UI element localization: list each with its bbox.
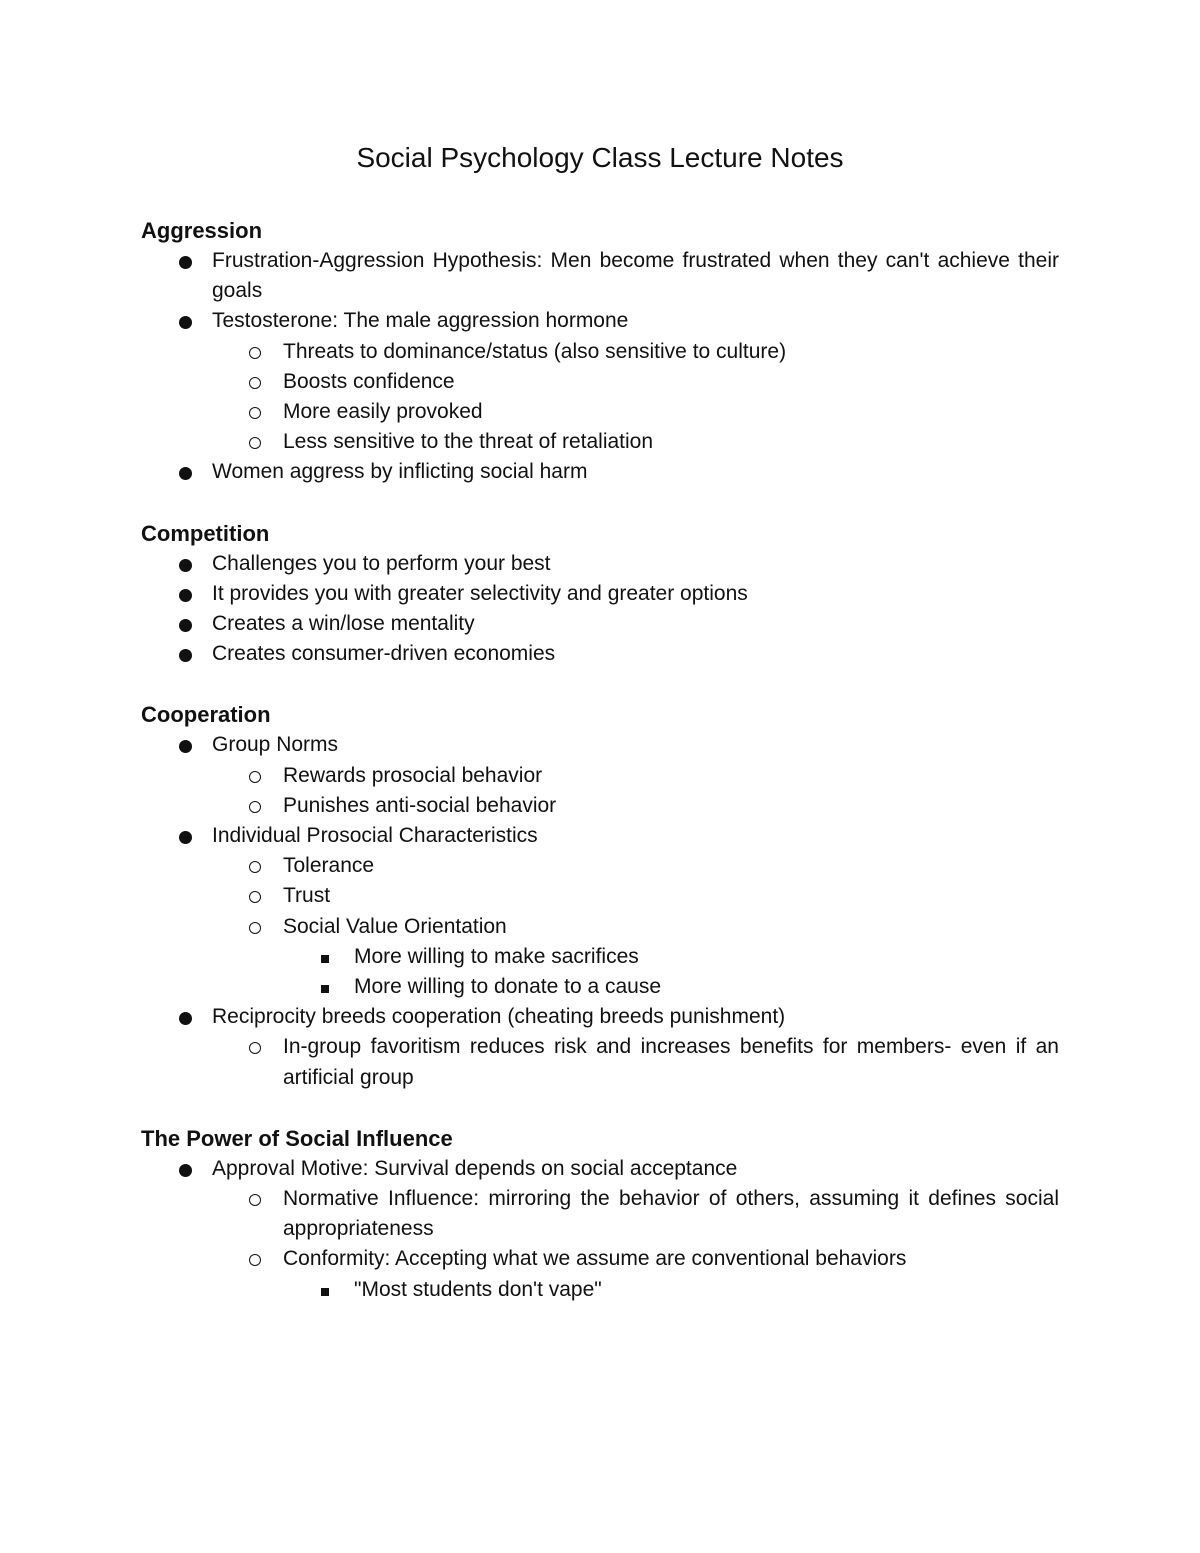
list-item (141, 246, 1059, 306)
list-item-text: Reciprocity breeds cooperation (cheating breeds punishment) (212, 1005, 786, 1029)
square-bullet-icon (321, 955, 329, 963)
filled-circle-bullet-icon (179, 740, 192, 753)
list-item-text: Tolerance (283, 854, 375, 878)
list-item-text: Challenges you to perform your best (212, 551, 551, 575)
section-aggression (141, 216, 1059, 488)
hollow-circle-bullet-icon (249, 407, 261, 419)
section-heading: Cooperation (141, 702, 271, 728)
hollow-circle-bullet-icon (249, 771, 261, 783)
list-item (141, 337, 1059, 367)
list-item-text: Approval Motive: Survival depends on social acceptance (212, 1156, 738, 1180)
section-the-power-of-social-influence (141, 1124, 1059, 1305)
list-item-text: "Most students don't vape" (354, 1277, 602, 1301)
list-item-text: Boosts confidence (283, 369, 455, 393)
square-bullet-icon (321, 985, 329, 993)
filled-circle-bullet-icon (179, 831, 192, 844)
list-item-text: Trust (283, 884, 331, 908)
list-item (141, 1002, 1059, 1032)
hollow-circle-bullet-icon (249, 922, 261, 934)
list-item (141, 549, 1059, 579)
list-item-text: Normative Influence: mirroring the behavior of others, assuming it defines social appropriateness (283, 1187, 1059, 1241)
filled-circle-bullet-icon (179, 256, 192, 269)
list-item (141, 1154, 1059, 1184)
list-item (141, 457, 1059, 487)
list-item-text: More willing to make sacrifices (354, 944, 639, 968)
filled-circle-bullet-icon (179, 619, 192, 632)
list-item-text: Less sensitive to the threat of retaliation (283, 430, 654, 454)
list-item (141, 730, 1059, 760)
list-item (141, 791, 1059, 821)
list-item (141, 1184, 1059, 1244)
list-item-text: Women aggress by inflicting social harm (212, 460, 588, 484)
list-item-text: Frustration-Aggression Hypothesis: Men become frustrated when they can't achieve their goals (212, 249, 1059, 303)
list-item-text: Creates consumer-driven economies (212, 642, 556, 666)
filled-circle-bullet-icon (179, 316, 192, 329)
list-item (141, 1244, 1059, 1274)
section-cooperation (141, 700, 1059, 1092)
section-heading: Aggression (141, 218, 263, 243)
filled-circle-bullet-icon (179, 1164, 192, 1177)
hollow-circle-bullet-icon (249, 347, 261, 359)
list-item (141, 306, 1059, 336)
hollow-circle-bullet-icon (249, 861, 261, 873)
hollow-circle-bullet-icon (249, 801, 261, 813)
list-item-text: Individual Prosocial Characteristics (212, 824, 538, 848)
list-item (141, 821, 1059, 851)
square-bullet-icon (321, 1288, 329, 1296)
filled-circle-bullet-icon (179, 649, 192, 662)
list-item (141, 579, 1059, 609)
section-heading: Competition (141, 520, 270, 546)
page-title: Social Psychology Class Lecture Notes (356, 142, 844, 173)
list-item-text: More willing to donate to a cause (354, 975, 662, 999)
list-item-text: Threats to dominance/status (also sensitive to culture) (283, 339, 787, 363)
list-item (141, 851, 1059, 881)
list-item (141, 942, 1059, 972)
list-item (141, 397, 1059, 427)
list-item (141, 972, 1059, 1002)
list-item (141, 367, 1059, 397)
list-item (141, 1275, 1059, 1305)
list-item-text: It provides you with greater selectivity and greater options (212, 581, 748, 605)
hollow-circle-bullet-icon (249, 1194, 261, 1206)
notes-content (141, 216, 1059, 1305)
list-item (141, 609, 1059, 639)
list-item-text: In-group favoritism reduces risk and increases benefits for members- even if an artificial group (283, 1035, 1059, 1089)
list-item-text: Social Value Orientation (283, 914, 507, 938)
section-heading: The Power of Social Influence (141, 1125, 453, 1151)
hollow-circle-bullet-icon (249, 1042, 261, 1054)
filled-circle-bullet-icon (179, 559, 192, 572)
hollow-circle-bullet-icon (249, 891, 261, 903)
filled-circle-bullet-icon (179, 1012, 192, 1025)
filled-circle-bullet-icon (179, 467, 192, 480)
list-item (141, 912, 1059, 942)
list-item (141, 1032, 1059, 1092)
hollow-circle-bullet-icon (249, 1254, 261, 1266)
list-item-text: Rewards prosocial behavior (283, 763, 543, 787)
list-item (141, 639, 1059, 669)
filled-circle-bullet-icon (179, 589, 192, 602)
list-item-text: Conformity: Accepting what we assume are conventional behaviors (283, 1247, 907, 1271)
list-item (141, 881, 1059, 911)
list-item-text: Creates a win/lose mentality (212, 612, 475, 636)
list-item-text: Group Norms (212, 733, 339, 757)
list-item-text: Testosterone: The male aggression hormone (212, 309, 629, 333)
list-item-text: Punishes anti-social behavior (283, 793, 557, 817)
list-item (141, 427, 1059, 457)
list-item (141, 761, 1059, 791)
hollow-circle-bullet-icon (249, 377, 261, 389)
section-competition (141, 519, 1059, 670)
list-item-text: More easily provoked (283, 400, 483, 424)
hollow-circle-bullet-icon (249, 437, 261, 449)
